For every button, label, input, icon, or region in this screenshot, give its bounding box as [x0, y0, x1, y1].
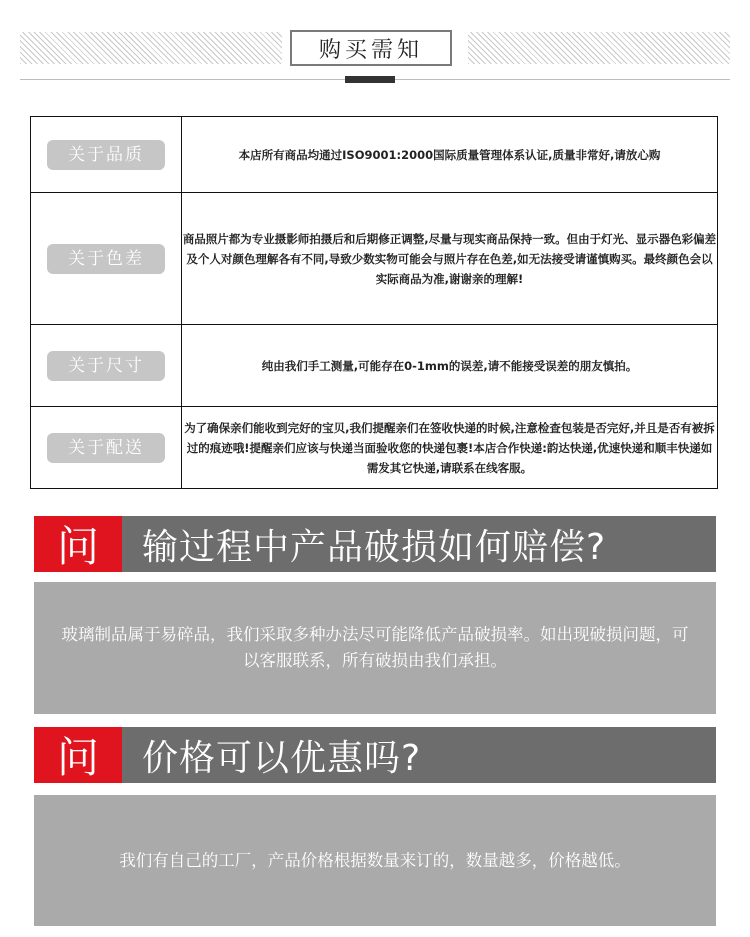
notice-text-quality: 本店所有商品均通过ISO9001:2000国际质量管理体系认证,质量非常好,请放心购	[182, 117, 718, 193]
notice-row-delivery	[31, 407, 718, 489]
faq-question: 价格可以优惠吗?	[142, 737, 422, 779]
header-hatch-left	[20, 32, 282, 64]
notice-text-size: 纯由我们手工测量,可能存在0-1mm的误差,请不能接受误差的朋友慎拍。	[182, 325, 718, 407]
page-title: 购买需知	[290, 30, 452, 66]
header-divider-mark	[345, 76, 395, 83]
label-quality: 关于品质	[47, 140, 165, 170]
faq-answer: 我们有自己的工厂，产品价格根据数量来订的，数量越多，价格越低。	[119, 850, 631, 870]
notice-label-cell	[31, 407, 182, 489]
question-mark-badge: 问	[34, 727, 122, 783]
faq-answer-box	[34, 795, 716, 926]
faq-answer-box	[34, 582, 716, 714]
label-size: 关于尺寸	[47, 351, 165, 381]
faq-question-band	[34, 727, 716, 783]
section-header	[20, 30, 730, 66]
faq-question-band	[34, 516, 716, 572]
notice-row-quality	[31, 117, 718, 193]
notice-label-cell	[31, 117, 182, 193]
notice-row-color	[31, 193, 718, 325]
notice-table	[30, 116, 718, 489]
faq-answer: 玻璃制品属于易碎品，我们采取多种办法尽可能降低产品破损率。如出现破损问题，可以客服联系，所有破损由我们承担。	[61, 625, 689, 670]
notice-label-cell	[31, 325, 182, 407]
question-mark-badge: 问	[34, 516, 122, 572]
notice-text-delivery: 为了确保亲们能收到完好的宝贝,我们提醒亲们在签收快递的时候,注意检查包装是否完好,并且是否有被拆过的痕迹哦!提醒亲们应该与快递当面验收您的快递包裹!本店合作快递:韵达快递,优速快递和顺丰快递如需发其它快递,请联系在线客服。	[182, 407, 718, 489]
label-delivery: 关于配送	[47, 433, 165, 463]
notice-label-cell	[31, 193, 182, 325]
notice-row-size	[31, 325, 718, 407]
notice-text-color: 商品照片都为专业摄影师拍摄后和后期修正调整,尽量与现实商品保持一致。但由于灯光、显示器色彩偏差及个人对颜色理解各有不同,导致少数实物可能会与照片存在色差,如无法接受请谨慎购买。最终颜色会以实际商品为准,谢谢亲的理解!	[182, 193, 718, 325]
header-hatch-right	[468, 32, 730, 64]
label-color: 关于色差	[47, 244, 165, 274]
faq-question: 输过程中产品破损如何赔偿?	[142, 526, 607, 568]
